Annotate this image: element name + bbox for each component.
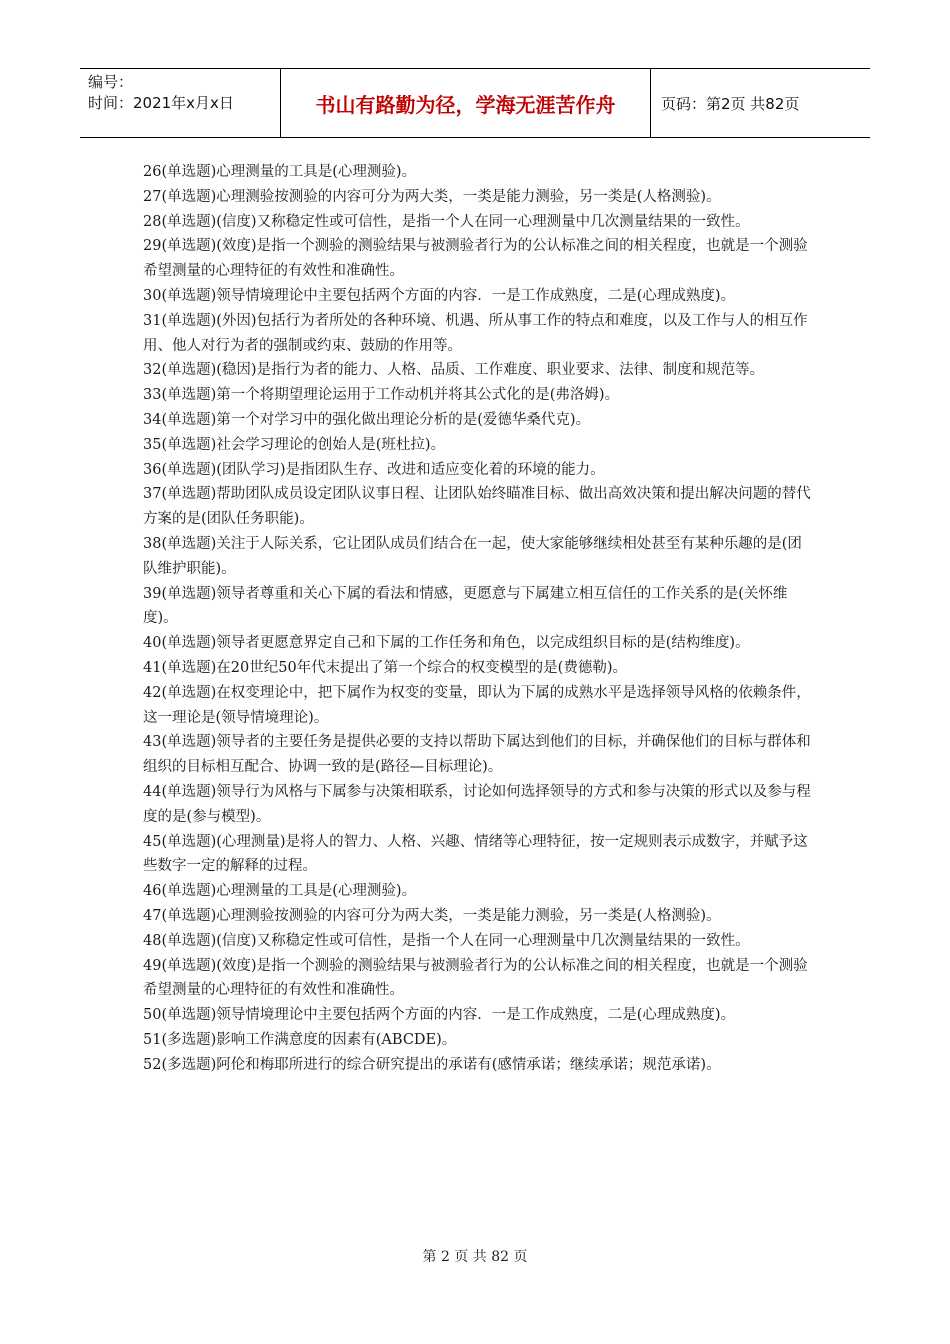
question-item: 48(单选题)(信度)又称稳定性或可信性，是指一个人在同一心理测量中几次测量结果的一致性。: [143, 932, 750, 949]
question-item: 44(单选题)领导行为风格与下属参与决策相联系，讨论如何选择领导的方式和参与决策的形式以及参与程度的是(参与模型)。: [143, 783, 811, 825]
question-item: 52(多选题)阿伦和梅耶所进行的综合研究提出的承诺有(感情承诺；继续承诺；规范承诺)。: [143, 1056, 721, 1073]
header-page-number: 页码：第2页 共82页: [661, 94, 800, 113]
question-item: 27(单选题)心理测验按测验的内容可分为两大类，一类是能力测验，另一类是(人格测验)。: [143, 188, 721, 205]
question-list: [143, 160, 813, 1077]
question-item: 43(单选题)领导者的主要任务是提供必要的支持以帮助下属达到他们的目标，并确保他们的目标与群体和组织的目标相互配合、协调一致的是(路径—目标理论)。: [143, 734, 811, 776]
question-item: 39(单选题)领导者尊重和关心下属的看法和情感，更愿意与下属建立相互信任的工作关系的是(关怀维度)。: [143, 585, 788, 627]
question-item: 37(单选题)帮助团队成员设定团队议事日程、让团队始终瞄准目标、做出高效决策和提出解决问题的替代方案的是(团队任务职能)。: [143, 486, 811, 528]
question-item: 32(单选题)(稳因)是指行为者的能力、人格、品质、工作难度、职业要求、法律、制度和规范等。: [143, 362, 765, 379]
question-item: 47(单选题)心理测验按测验的内容可分为两大类，一类是能力测验，另一类是(人格测验)。: [143, 907, 721, 924]
question-item: 42(单选题)在权变理论中，把下属作为权变的变量，即认为下属的成熟水平是选择领导风格的依赖条件，这一理论是(领导情境理论)。: [143, 684, 811, 726]
question-item: 35(单选题)社会学习理论的创始人是(班杜拉)。: [143, 436, 446, 453]
question-item: 45(单选题)(心理测量)是将人的智力、人格、兴趣、情绪等心理特征，按一定规则表示成数字，并赋予这些数字一定的解释的过程。: [143, 833, 808, 875]
question-item: 36(单选题)(团队学习)是指团队生存、改进和适应变化着的环境的能力。: [143, 461, 605, 478]
question-item: 30(单选题)领导情境理论中主要包括两个方面的内容．一是工作成熟度，二是(心理成熟度)。: [143, 287, 736, 304]
question-item: 26(单选题)心理测量的工具是(心理测验)。: [143, 164, 417, 180]
header-motto: 书山有路勤为径，学海无涯苦作舟: [281, 69, 651, 137]
question-item: 33(单选题)第一个将期望理论运用于工作动机并将其公式化的是(弗洛姆)。: [143, 387, 620, 404]
document-code-label: 编号：: [88, 73, 134, 91]
question-item: 46(单选题)心理测量的工具是(心理测验)。: [143, 883, 417, 900]
question-item: 40(单选题)领导者更愿意界定自己和下属的工作任务和角色，以完成组织目标的是(结构维度)。: [143, 635, 750, 652]
question-item: 28(单选题)(信度)又称稳定性或可信性，是指一个人在同一心理测量中几次测量结果的一致性。: [143, 213, 750, 230]
header-meta: [80, 69, 281, 137]
page-footer: 第 2 页 共 82 页: [422, 1249, 528, 1265]
question-item: 51(多选题)影响工作满意度的因素有(ABCDE)。: [143, 1031, 457, 1048]
document-time-label: 时间：2021年x月x日: [88, 94, 234, 112]
question-item: 31(单选题)(外因)包括行为者所处的各种环境、机遇、所从事工作的特点和难度，以及工作与人的相互作用、他人对行为者的强制或约束、鼓励的作用等。: [143, 312, 808, 354]
question-item: 50(单选题)领导情境理论中主要包括两个方面的内容．一是工作成熟度，二是(心理成熟度)。: [143, 1007, 736, 1024]
page-header: [80, 68, 870, 138]
question-item: 49(单选题)(效度)是指一个测验的测验结果与被测验者行为的公认标准之间的相关程度，也就是一个测验希望测量的心理特征的有效性和准确性。: [143, 957, 808, 999]
question-item: 29(单选题)(效度)是指一个测验的测验结果与被测验者行为的公认标准之间的相关程度，也就是一个测验希望测量的心理特征的有效性和准确性。: [143, 238, 808, 280]
question-item: 34(单选题)第一个对学习中的强化做出理论分析的是(爱德华桑代克)。: [143, 411, 591, 428]
question-item: 41(单选题)在20世纪50年代末提出了第一个综合的权变模型的是(费德勒)。: [143, 659, 627, 676]
question-item: 38(单选题)关注于人际关系，它让团队成员们结合在一起，使大家能够继续相处甚至有某种乐趣的是(团队维护职能)。: [143, 535, 802, 577]
